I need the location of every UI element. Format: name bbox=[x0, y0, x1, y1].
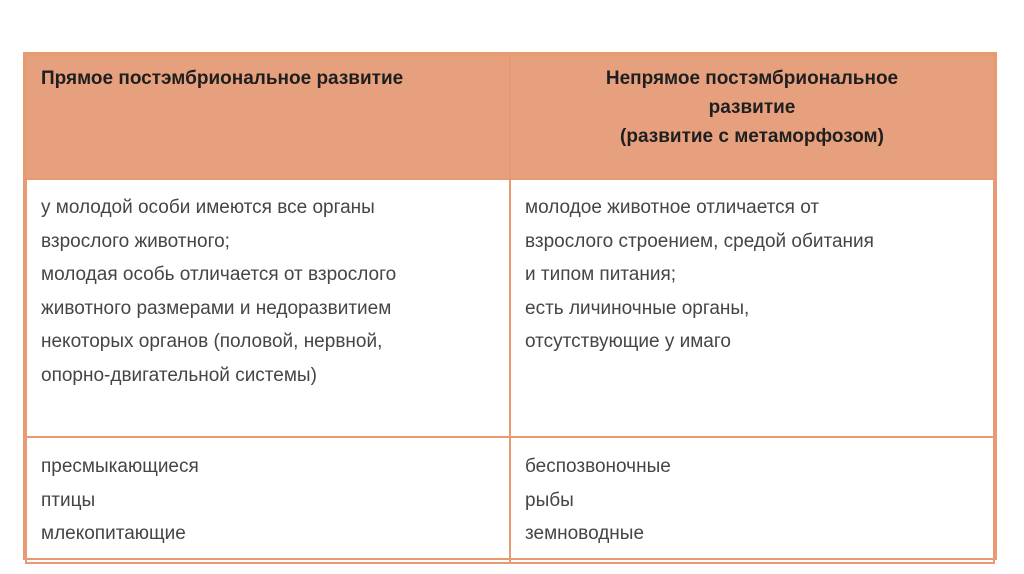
animal-group: земноводные bbox=[525, 523, 645, 544]
header-indirect-line-3: (развитие с метаморфозом) bbox=[620, 126, 884, 147]
header-direct-development bbox=[26, 55, 510, 179]
table-row-animals bbox=[26, 437, 994, 563]
text-line: взрослого строением, средой обитания bbox=[525, 230, 874, 252]
animal-group: птицы bbox=[41, 489, 96, 511]
text-line: опорно-двигательной системы) bbox=[41, 364, 317, 386]
animal-group: пресмыкающиеся bbox=[41, 456, 199, 477]
animal-group: беспозвоночные bbox=[525, 456, 671, 477]
header-indirect-line-1: Непрямое постэмбриональное bbox=[605, 68, 899, 89]
header-indirect-development bbox=[510, 55, 994, 179]
table-row-description bbox=[26, 179, 994, 437]
text-line: у молодой особи имеются все органы bbox=[41, 197, 375, 218]
comparison-table-container bbox=[23, 52, 997, 560]
text-line: некоторых органов (половой, нервной, bbox=[41, 331, 383, 352]
text-line: животного размерами и недоразвитием bbox=[41, 297, 392, 319]
text-line: есть личиночные органы, bbox=[525, 297, 750, 319]
text-line: молодое животное отличается от bbox=[525, 197, 820, 218]
text-line: молодая особь отличается от взрослого bbox=[41, 264, 397, 285]
header-direct-text: Прямое постэмбриональное развитие bbox=[41, 68, 404, 89]
table-header-row bbox=[26, 55, 994, 179]
text-line: и типом питания; bbox=[525, 264, 677, 285]
text-line: отсутствующие у имаго bbox=[525, 331, 731, 352]
comparison-table bbox=[25, 54, 995, 564]
cell-indirect-description bbox=[510, 179, 994, 437]
cell-indirect-animals bbox=[510, 437, 994, 563]
text-line: взрослого животного; bbox=[41, 230, 230, 252]
cell-direct-animals bbox=[26, 437, 510, 563]
cell-direct-description bbox=[26, 179, 510, 437]
header-indirect-line-2: развитие bbox=[708, 97, 796, 118]
animal-group: рыбы bbox=[525, 489, 574, 511]
animal-group: млекопитающие bbox=[41, 523, 186, 544]
